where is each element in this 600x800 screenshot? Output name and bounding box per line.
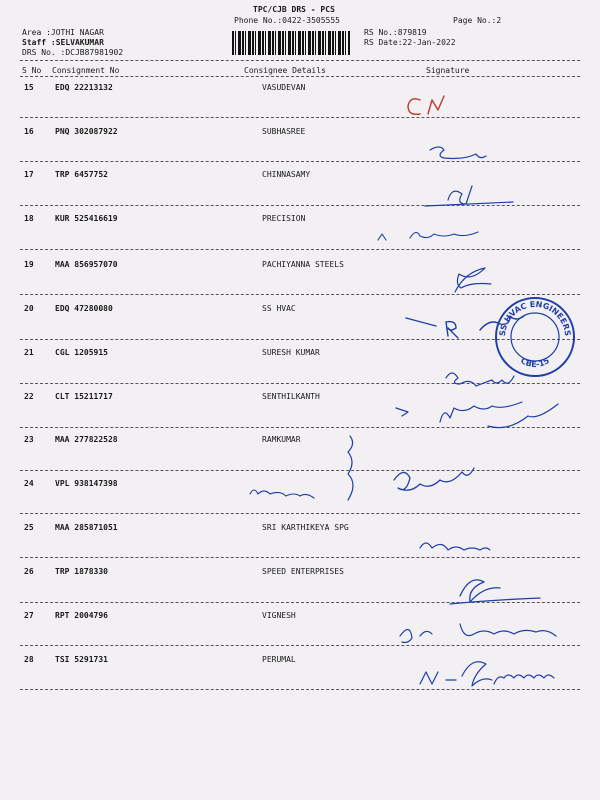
stamp-bottom-text-path: CBE-15	[519, 356, 551, 370]
rs-date: RS Date:22-Jan-2022	[364, 38, 456, 47]
row-consignment: TRP 6457752	[55, 170, 108, 179]
signature-18	[378, 232, 478, 240]
row-consignee: SS HVAC	[262, 304, 296, 313]
row-consignee: VIGNESH	[262, 611, 296, 620]
document-title: TPC/CJB DRS - PCS	[253, 5, 335, 14]
signature-26	[450, 580, 540, 604]
row-sno: 27	[24, 611, 34, 620]
row-sno: 25	[24, 523, 34, 532]
row-consignee: SRI KARTHIKEYA SPG	[262, 523, 349, 532]
signature-28	[420, 662, 554, 686]
signature-25	[420, 543, 490, 550]
row-sno: 20	[24, 304, 34, 313]
row-consignment: RPT 2004796	[55, 611, 108, 620]
stamp-bottom-text	[519, 356, 551, 369]
row-sno: 15	[24, 83, 34, 92]
row-consignee: PERUMAL	[262, 655, 296, 664]
signature-23-24-b	[250, 490, 314, 498]
signature-27	[400, 624, 556, 643]
row-consignment: KUR 525416619	[55, 214, 118, 223]
row-consignee: RAMKUMAR	[262, 435, 301, 444]
row-consignee: PRECISION	[262, 214, 306, 223]
page-number: Page No.:2	[453, 16, 502, 25]
stamp-top-text	[498, 300, 572, 337]
row-consignee: VASUDEVAN	[262, 83, 306, 92]
row-sno: 23	[24, 435, 34, 444]
signature-19	[455, 268, 491, 292]
column-signature: Signature	[426, 66, 470, 75]
row-sno: 18	[24, 214, 34, 223]
row-sno: 22	[24, 392, 34, 401]
row-consignment: EDQ 22213132	[55, 83, 113, 92]
signature-23-24-a	[348, 436, 353, 500]
staff-label: Staff :SELVAKUMAR	[22, 38, 104, 47]
row-sno: 28	[24, 655, 34, 664]
signature-15	[408, 96, 444, 114]
stamp-top-text-path: SS HVAC ENGINEERS	[497, 299, 573, 337]
column-sno: S No	[22, 66, 42, 75]
row-sno: 17	[24, 170, 34, 179]
row-sno: 26	[24, 567, 34, 576]
row-consignment: MAA 285871051	[55, 523, 118, 532]
row-sno: 16	[24, 127, 34, 136]
row-consignment: TSI 5291731	[55, 655, 108, 664]
row-sno: 24	[24, 479, 34, 488]
row-consignee: SENTHILKANTH	[262, 392, 320, 401]
row-consignment: CLT 15211717	[55, 392, 113, 401]
row-sno: 21	[24, 348, 34, 357]
column-consignment: Consignment No	[52, 66, 120, 75]
area-label: Area :JOTHI NAGAR	[22, 28, 104, 37]
row-consignment: TRP 1878330	[55, 567, 108, 576]
row-consignee: SURESH KUMAR	[262, 348, 320, 357]
row-consignment: MAA 277822528	[55, 435, 118, 444]
phone-number: Phone No.:0422-3505555	[234, 16, 340, 25]
row-consignee: CHINNASAMY	[262, 170, 311, 179]
row-consignment: MAA 856957070	[55, 260, 118, 269]
signature-22	[396, 402, 558, 428]
row-consignment: VPL 938147398	[55, 479, 118, 488]
row-consignment: EDQ 47280080	[55, 304, 113, 313]
signature-24	[394, 468, 474, 490]
signature-16	[430, 147, 486, 159]
drs-number: DRS No. :DCJB87981902	[22, 48, 124, 57]
row-consignee: PACHIYANNA STEELS	[262, 260, 344, 269]
company-stamp	[493, 295, 577, 379]
signature-17	[425, 186, 513, 206]
row-consignee: SPEED ENTERPRISES	[262, 567, 344, 576]
row-sno: 19	[24, 260, 34, 269]
row-consignee: SUBHASREE	[262, 127, 306, 136]
row-consignment: CGL 1205915	[55, 348, 108, 357]
column-consignee: Consignee Details	[244, 66, 326, 75]
rs-number: RS No.:879819	[364, 28, 427, 37]
row-consignment: PNQ 302087922	[55, 127, 118, 136]
